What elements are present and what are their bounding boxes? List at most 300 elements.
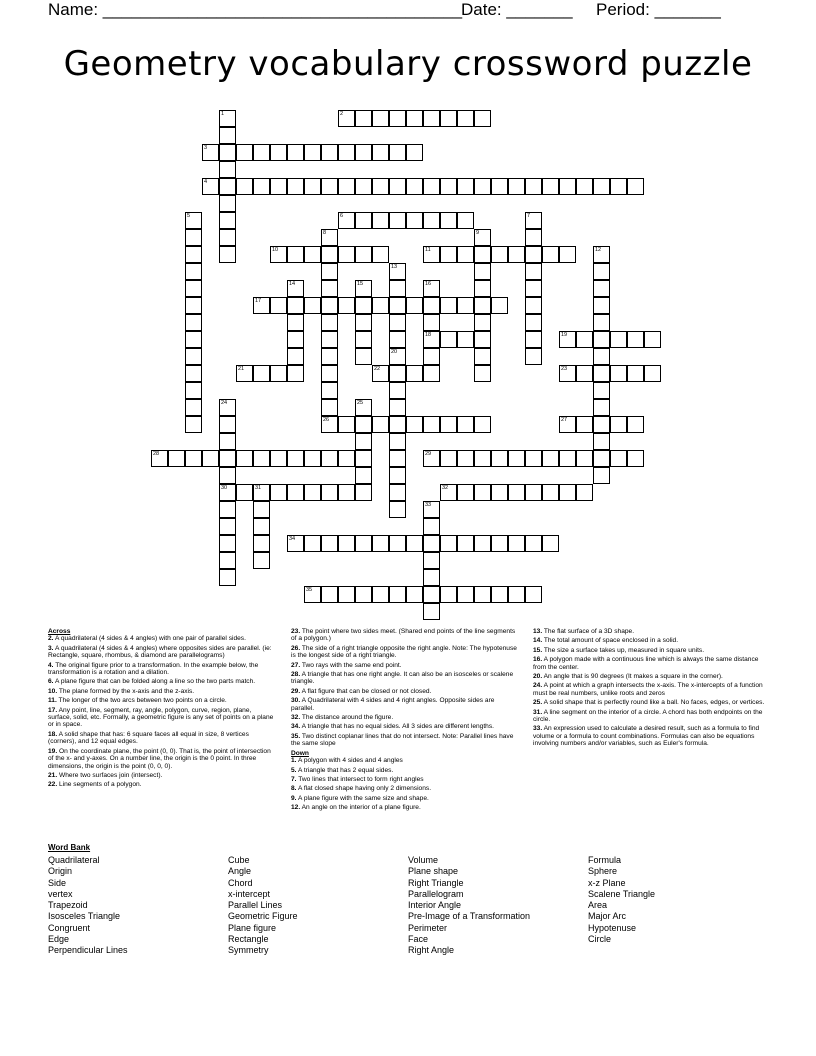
- crossword-cell[interactable]: [287, 144, 304, 161]
- crossword-cell[interactable]: [321, 450, 338, 467]
- crossword-cell[interactable]: [253, 144, 270, 161]
- crossword-cell[interactable]: [355, 433, 372, 450]
- crossword-cell[interactable]: [593, 280, 610, 297]
- crossword-cell[interactable]: [389, 263, 406, 280]
- crossword-cell[interactable]: [321, 297, 338, 314]
- crossword-cell[interactable]: [610, 331, 627, 348]
- crossword-cell[interactable]: [338, 484, 355, 501]
- crossword-cell[interactable]: [287, 348, 304, 365]
- crossword-cell[interactable]: [627, 365, 644, 382]
- crossword-cell[interactable]: [253, 484, 270, 501]
- crossword-cell[interactable]: [423, 501, 440, 518]
- crossword-cell[interactable]: [406, 297, 423, 314]
- crossword-cell[interactable]: [559, 416, 576, 433]
- crossword-cell[interactable]: [270, 144, 287, 161]
- crossword-cell[interactable]: [423, 569, 440, 586]
- crossword-cell[interactable]: [576, 365, 593, 382]
- crossword-cell[interactable]: [321, 280, 338, 297]
- crossword-cell[interactable]: [610, 450, 627, 467]
- crossword-cell[interactable]: [355, 467, 372, 484]
- crossword-cell[interactable]: [151, 450, 168, 467]
- crossword-cell[interactable]: [355, 535, 372, 552]
- crossword-cell[interactable]: [525, 450, 542, 467]
- crossword-cell[interactable]: [219, 450, 236, 467]
- crossword-cell[interactable]: [423, 110, 440, 127]
- crossword-cell[interactable]: [270, 297, 287, 314]
- crossword-cell[interactable]: [321, 144, 338, 161]
- crossword-cell[interactable]: [593, 263, 610, 280]
- crossword-cell[interactable]: [406, 178, 423, 195]
- crossword-cell[interactable]: [355, 586, 372, 603]
- crossword-cell[interactable]: [236, 450, 253, 467]
- crossword-cell[interactable]: [338, 450, 355, 467]
- crossword-cell[interactable]: [355, 399, 372, 416]
- crossword-cell[interactable]: [406, 212, 423, 229]
- crossword-cell[interactable]: [168, 450, 185, 467]
- crossword-cell[interactable]: [389, 467, 406, 484]
- crossword-cell[interactable]: [270, 365, 287, 382]
- crossword-cell[interactable]: [355, 348, 372, 365]
- crossword-cell[interactable]: [508, 246, 525, 263]
- crossword-cell[interactable]: [372, 416, 389, 433]
- crossword-cell[interactable]: [219, 552, 236, 569]
- crossword-cell[interactable]: [389, 280, 406, 297]
- crossword-cell[interactable]: [525, 280, 542, 297]
- crossword-cell[interactable]: [610, 178, 627, 195]
- crossword-cell[interactable]: [202, 144, 219, 161]
- crossword-cell[interactable]: [321, 535, 338, 552]
- crossword-cell[interactable]: [389, 144, 406, 161]
- crossword-cell[interactable]: [304, 484, 321, 501]
- crossword-cell[interactable]: [406, 365, 423, 382]
- crossword-cell[interactable]: [287, 314, 304, 331]
- crossword-cell[interactable]: [525, 535, 542, 552]
- crossword-cell[interactable]: [474, 365, 491, 382]
- crossword-cell[interactable]: [423, 365, 440, 382]
- crossword-cell[interactable]: [457, 331, 474, 348]
- crossword-cell[interactable]: [423, 552, 440, 569]
- crossword-cell[interactable]: [304, 297, 321, 314]
- crossword-cell[interactable]: [593, 178, 610, 195]
- crossword-cell[interactable]: [219, 467, 236, 484]
- crossword-cell[interactable]: [355, 212, 372, 229]
- crossword-cell[interactable]: [355, 331, 372, 348]
- crossword-cell[interactable]: [491, 178, 508, 195]
- crossword-cell[interactable]: [474, 535, 491, 552]
- crossword-cell[interactable]: [491, 450, 508, 467]
- crossword-cell[interactable]: [474, 348, 491, 365]
- crossword-cell[interactable]: [525, 314, 542, 331]
- crossword-cell[interactable]: [372, 535, 389, 552]
- crossword-cell[interactable]: [440, 212, 457, 229]
- crossword-cell[interactable]: [321, 263, 338, 280]
- crossword-cell[interactable]: [542, 484, 559, 501]
- crossword-cell[interactable]: [321, 229, 338, 246]
- crossword-cell[interactable]: [576, 450, 593, 467]
- crossword-cell[interactable]: [185, 348, 202, 365]
- crossword-cell[interactable]: [440, 178, 457, 195]
- crossword-cell[interactable]: [474, 416, 491, 433]
- crossword-cell[interactable]: [474, 314, 491, 331]
- crossword-cell[interactable]: [474, 263, 491, 280]
- crossword-cell[interactable]: [236, 484, 253, 501]
- crossword-cell[interactable]: [287, 365, 304, 382]
- crossword-cell[interactable]: [372, 365, 389, 382]
- crossword-cell[interactable]: [304, 144, 321, 161]
- crossword-cell[interactable]: [321, 178, 338, 195]
- crossword-cell[interactable]: [474, 331, 491, 348]
- crossword-cell[interactable]: [219, 127, 236, 144]
- crossword-cell[interactable]: [525, 263, 542, 280]
- crossword-cell[interactable]: [508, 535, 525, 552]
- crossword-cell[interactable]: [372, 212, 389, 229]
- crossword-cell[interactable]: [236, 144, 253, 161]
- crossword-cell[interactable]: [219, 161, 236, 178]
- crossword-cell[interactable]: [593, 467, 610, 484]
- crossword-cell[interactable]: [644, 365, 661, 382]
- crossword-cell[interactable]: [457, 450, 474, 467]
- crossword-cell[interactable]: [219, 433, 236, 450]
- crossword-cell[interactable]: [423, 212, 440, 229]
- crossword-cell[interactable]: [219, 518, 236, 535]
- crossword-cell[interactable]: [287, 246, 304, 263]
- crossword-cell[interactable]: [440, 535, 457, 552]
- crossword-cell[interactable]: [219, 144, 236, 161]
- crossword-cell[interactable]: [219, 212, 236, 229]
- crossword-cell[interactable]: [525, 586, 542, 603]
- crossword-cell[interactable]: [253, 297, 270, 314]
- crossword-cell[interactable]: [185, 280, 202, 297]
- crossword-cell[interactable]: [355, 484, 372, 501]
- crossword-cell[interactable]: [559, 484, 576, 501]
- crossword-cell[interactable]: [525, 331, 542, 348]
- crossword-cell[interactable]: [338, 110, 355, 127]
- crossword-cell[interactable]: [185, 399, 202, 416]
- crossword-cell[interactable]: [423, 297, 440, 314]
- crossword-cell[interactable]: [270, 450, 287, 467]
- crossword-cell[interactable]: [491, 586, 508, 603]
- crossword-cell[interactable]: [389, 399, 406, 416]
- crossword-cell[interactable]: [440, 331, 457, 348]
- crossword-cell[interactable]: [491, 484, 508, 501]
- crossword-cell[interactable]: [270, 246, 287, 263]
- crossword-cell[interactable]: [440, 110, 457, 127]
- crossword-cell[interactable]: [355, 416, 372, 433]
- crossword-cell[interactable]: [219, 501, 236, 518]
- crossword-cell[interactable]: [423, 280, 440, 297]
- crossword-cell[interactable]: [338, 144, 355, 161]
- crossword-cell[interactable]: [406, 586, 423, 603]
- crossword-cell[interactable]: [389, 297, 406, 314]
- crossword-cell[interactable]: [338, 586, 355, 603]
- crossword-cell[interactable]: [559, 450, 576, 467]
- crossword-cell[interactable]: [440, 246, 457, 263]
- crossword-cell[interactable]: [423, 178, 440, 195]
- crossword-cell[interactable]: [576, 484, 593, 501]
- crossword-cell[interactable]: [389, 110, 406, 127]
- crossword-cell[interactable]: [559, 365, 576, 382]
- crossword-cell[interactable]: [287, 484, 304, 501]
- crossword-cell[interactable]: [185, 314, 202, 331]
- crossword-cell[interactable]: [559, 246, 576, 263]
- crossword-cell[interactable]: [525, 246, 542, 263]
- crossword-cell[interactable]: [389, 535, 406, 552]
- crossword-cell[interactable]: [185, 246, 202, 263]
- crossword-cell[interactable]: [355, 450, 372, 467]
- crossword-cell[interactable]: [593, 433, 610, 450]
- crossword-cell[interactable]: [491, 246, 508, 263]
- crossword-cell[interactable]: [287, 450, 304, 467]
- crossword-cell[interactable]: [219, 569, 236, 586]
- crossword-cell[interactable]: [389, 416, 406, 433]
- crossword-cell[interactable]: [287, 331, 304, 348]
- crossword-cell[interactable]: [491, 297, 508, 314]
- crossword-cell[interactable]: [542, 246, 559, 263]
- crossword-cell[interactable]: [576, 416, 593, 433]
- crossword-cell[interactable]: [593, 314, 610, 331]
- crossword-cell[interactable]: [525, 178, 542, 195]
- crossword-cell[interactable]: [321, 484, 338, 501]
- crossword-cell[interactable]: [508, 484, 525, 501]
- crossword-cell[interactable]: [525, 297, 542, 314]
- crossword-cell[interactable]: [321, 586, 338, 603]
- crossword-cell[interactable]: [593, 382, 610, 399]
- crossword-cell[interactable]: [440, 586, 457, 603]
- crossword-cell[interactable]: [389, 331, 406, 348]
- crossword-cell[interactable]: [389, 314, 406, 331]
- crossword-cell[interactable]: [321, 365, 338, 382]
- crossword-cell[interactable]: [576, 178, 593, 195]
- crossword-cell[interactable]: [389, 382, 406, 399]
- crossword-cell[interactable]: [474, 280, 491, 297]
- crossword-cell[interactable]: [338, 535, 355, 552]
- crossword-cell[interactable]: [406, 144, 423, 161]
- crossword-cell[interactable]: [185, 229, 202, 246]
- crossword-cell[interactable]: [389, 178, 406, 195]
- crossword-cell[interactable]: [202, 178, 219, 195]
- crossword-cell[interactable]: [457, 110, 474, 127]
- crossword-cell[interactable]: [440, 484, 457, 501]
- crossword-cell[interactable]: [542, 535, 559, 552]
- crossword-cell[interactable]: [457, 297, 474, 314]
- crossword-cell[interactable]: [508, 178, 525, 195]
- crossword-cell[interactable]: [610, 365, 627, 382]
- crossword-cell[interactable]: [406, 535, 423, 552]
- crossword-cell[interactable]: [389, 586, 406, 603]
- crossword-cell[interactable]: [355, 144, 372, 161]
- crossword-cell[interactable]: [389, 348, 406, 365]
- crossword-cell[interactable]: [525, 348, 542, 365]
- crossword-cell[interactable]: [338, 416, 355, 433]
- crossword-cell[interactable]: [338, 297, 355, 314]
- crossword-cell[interactable]: [508, 450, 525, 467]
- crossword-cell[interactable]: [321, 314, 338, 331]
- crossword-cell[interactable]: [321, 416, 338, 433]
- crossword-cell[interactable]: [474, 229, 491, 246]
- crossword-cell[interactable]: [372, 144, 389, 161]
- crossword-cell[interactable]: [491, 535, 508, 552]
- crossword-cell[interactable]: [304, 535, 321, 552]
- crossword-cell[interactable]: [474, 297, 491, 314]
- crossword-cell[interactable]: [474, 450, 491, 467]
- crossword-cell[interactable]: [389, 433, 406, 450]
- crossword-cell[interactable]: [406, 416, 423, 433]
- crossword-cell[interactable]: [185, 331, 202, 348]
- crossword-cell[interactable]: [219, 195, 236, 212]
- crossword-cell[interactable]: [610, 416, 627, 433]
- name-field[interactable]: Name: ______________________________________: [48, 0, 463, 19]
- crossword-cell[interactable]: [593, 246, 610, 263]
- crossword-cell[interactable]: [474, 586, 491, 603]
- crossword-cell[interactable]: [185, 297, 202, 314]
- crossword-cell[interactable]: [627, 450, 644, 467]
- crossword-cell[interactable]: [253, 365, 270, 382]
- crossword-cell[interactable]: [287, 535, 304, 552]
- crossword-cell[interactable]: [338, 178, 355, 195]
- crossword-cell[interactable]: [457, 416, 474, 433]
- crossword-cell[interactable]: [304, 450, 321, 467]
- crossword-cell[interactable]: [355, 280, 372, 297]
- crossword-cell[interactable]: [219, 416, 236, 433]
- crossword-cell[interactable]: [389, 501, 406, 518]
- crossword-cell[interactable]: [355, 178, 372, 195]
- crossword-cell[interactable]: [474, 178, 491, 195]
- crossword-cell[interactable]: [321, 246, 338, 263]
- crossword-cell[interactable]: [644, 331, 661, 348]
- crossword-cell[interactable]: [593, 416, 610, 433]
- crossword-cell[interactable]: [253, 501, 270, 518]
- crossword-cell[interactable]: [185, 382, 202, 399]
- crossword-cell[interactable]: [423, 416, 440, 433]
- crossword-cell[interactable]: [423, 348, 440, 365]
- crossword-cell[interactable]: [440, 450, 457, 467]
- crossword-cell[interactable]: [304, 586, 321, 603]
- crossword-cell[interactable]: [457, 246, 474, 263]
- crossword-cell[interactable]: [253, 178, 270, 195]
- crossword-cell[interactable]: [338, 212, 355, 229]
- crossword-cell[interactable]: [457, 178, 474, 195]
- period-field[interactable]: Period: _______: [596, 0, 721, 19]
- crossword-cell[interactable]: [202, 450, 219, 467]
- crossword-cell[interactable]: [559, 178, 576, 195]
- crossword-cell[interactable]: [423, 603, 440, 620]
- crossword-cell[interactable]: [219, 178, 236, 195]
- crossword-cell[interactable]: [287, 280, 304, 297]
- crossword-cell[interactable]: [593, 365, 610, 382]
- crossword-cell[interactable]: [576, 331, 593, 348]
- crossword-cell[interactable]: [542, 450, 559, 467]
- crossword-cell[interactable]: [559, 331, 576, 348]
- crossword-cell[interactable]: [355, 297, 372, 314]
- crossword-cell[interactable]: [236, 365, 253, 382]
- crossword-cell[interactable]: [287, 297, 304, 314]
- crossword-cell[interactable]: [423, 314, 440, 331]
- crossword-cell[interactable]: [457, 484, 474, 501]
- crossword-cell[interactable]: [593, 348, 610, 365]
- crossword-cell[interactable]: [219, 484, 236, 501]
- crossword-cell[interactable]: [185, 212, 202, 229]
- crossword-cell[interactable]: [593, 450, 610, 467]
- crossword-cell[interactable]: [219, 110, 236, 127]
- crossword-cell[interactable]: [423, 331, 440, 348]
- crossword-cell[interactable]: [423, 586, 440, 603]
- crossword-cell[interactable]: [355, 314, 372, 331]
- crossword-cell[interactable]: [508, 586, 525, 603]
- crossword-cell[interactable]: [372, 586, 389, 603]
- crossword-cell[interactable]: [185, 263, 202, 280]
- crossword-cell[interactable]: [270, 178, 287, 195]
- crossword-cell[interactable]: [287, 178, 304, 195]
- crossword-cell[interactable]: [236, 178, 253, 195]
- crossword-cell[interactable]: [219, 229, 236, 246]
- crossword-cell[interactable]: [270, 484, 287, 501]
- crossword-cell[interactable]: [372, 178, 389, 195]
- crossword-cell[interactable]: [457, 212, 474, 229]
- crossword-cell[interactable]: [593, 297, 610, 314]
- crossword-cell[interactable]: [627, 331, 644, 348]
- crossword-cell[interactable]: [355, 110, 372, 127]
- crossword-cell[interactable]: [627, 416, 644, 433]
- crossword-cell[interactable]: [389, 365, 406, 382]
- crossword-cell[interactable]: [474, 484, 491, 501]
- crossword-cell[interactable]: [525, 484, 542, 501]
- crossword-cell[interactable]: [440, 297, 457, 314]
- crossword-cell[interactable]: [389, 450, 406, 467]
- crossword-cell[interactable]: [525, 212, 542, 229]
- crossword-cell[interactable]: [525, 229, 542, 246]
- crossword-cell[interactable]: [423, 450, 440, 467]
- crossword-cell[interactable]: [321, 382, 338, 399]
- crossword-cell[interactable]: [423, 518, 440, 535]
- crossword-cell[interactable]: [253, 552, 270, 569]
- crossword-cell[interactable]: [593, 399, 610, 416]
- crossword-cell[interactable]: [389, 484, 406, 501]
- crossword-cell[interactable]: [542, 178, 559, 195]
- crossword-cell[interactable]: [304, 178, 321, 195]
- crossword-cell[interactable]: [474, 110, 491, 127]
- crossword-cell[interactable]: [253, 535, 270, 552]
- crossword-cell[interactable]: [304, 246, 321, 263]
- crossword-cell[interactable]: [321, 348, 338, 365]
- crossword-cell[interactable]: [423, 535, 440, 552]
- crossword-cell[interactable]: [185, 416, 202, 433]
- crossword-cell[interactable]: [474, 246, 491, 263]
- crossword-cell[interactable]: [372, 110, 389, 127]
- crossword-cell[interactable]: [321, 331, 338, 348]
- crossword-cell[interactable]: [627, 178, 644, 195]
- crossword-cell[interactable]: [185, 450, 202, 467]
- crossword-cell[interactable]: [406, 110, 423, 127]
- crossword-cell[interactable]: [253, 518, 270, 535]
- crossword-cell[interactable]: [253, 450, 270, 467]
- crossword-cell[interactable]: [355, 246, 372, 263]
- crossword-cell[interactable]: [338, 246, 355, 263]
- crossword-cell[interactable]: [219, 535, 236, 552]
- crossword-cell[interactable]: [593, 331, 610, 348]
- date-field[interactable]: Date: _______: [461, 0, 573, 19]
- crossword-cell[interactable]: [457, 586, 474, 603]
- crossword-cell[interactable]: [440, 416, 457, 433]
- crossword-cell[interactable]: [219, 246, 236, 263]
- crossword-cell[interactable]: [389, 212, 406, 229]
- crossword-cell[interactable]: [423, 246, 440, 263]
- crossword-cell[interactable]: [457, 535, 474, 552]
- crossword-cell[interactable]: [372, 297, 389, 314]
- crossword-cell[interactable]: [185, 365, 202, 382]
- crossword-cell[interactable]: [372, 246, 389, 263]
- crossword-cell[interactable]: [219, 399, 236, 416]
- crossword-cell[interactable]: [321, 399, 338, 416]
